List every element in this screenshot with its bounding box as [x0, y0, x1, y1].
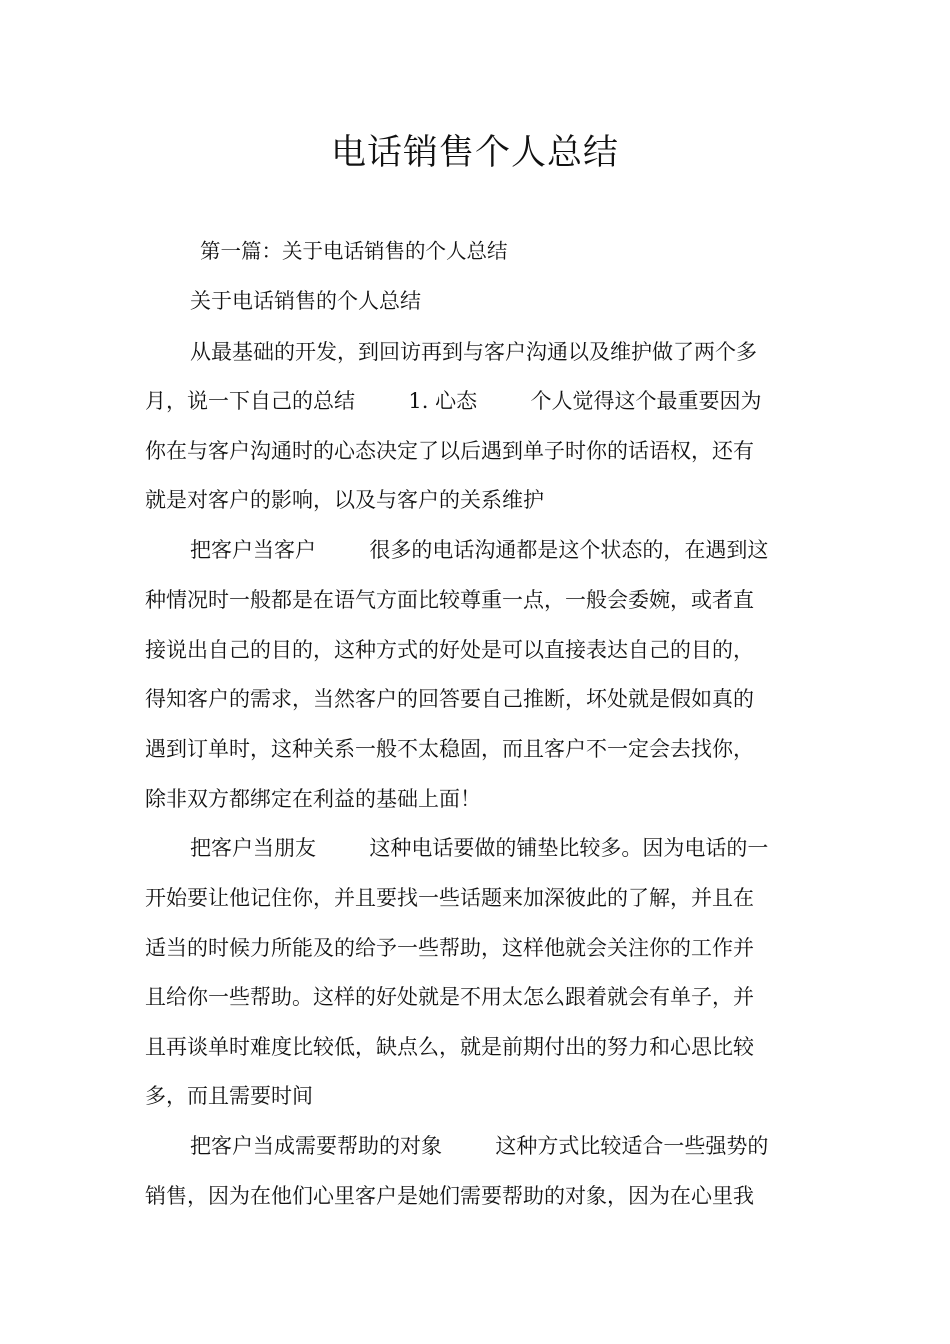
paragraph-line: 且再谈单时难度比较低，缺点么，就是前期付出的努力和心思比较 — [145, 1035, 754, 1059]
sub-heading: 关于电话销售的个人总结 — [190, 289, 421, 313]
paragraph-line: 销售，因为在他们心里客户是她们需要帮助的对象，因为在心里我 — [145, 1184, 754, 1208]
paragraph-line: 得知客户的需求，当然客户的回答要自己推断，坏处就是假如真的 — [145, 687, 754, 711]
paragraph-line: 月，说一下自己的总结 1. 心态 个人觉得这个最重要因为 — [145, 389, 762, 413]
paragraph-line: 且给你一些帮助。这样的好处就是不用太怎么跟着就会有单子，并 — [145, 985, 754, 1009]
paragraph-line: 把客户当朋友 这种电话要做的铺垫比较多。因为电话的一 — [190, 836, 769, 860]
paragraph-line: 就是对客户的影响，以及与客户的关系维护 — [145, 488, 544, 512]
paragraph-line: 遇到订单时，这种关系一般不太稳固，而且客户不一定会去找你， — [145, 737, 754, 761]
paragraph-line: 多，而且需要时间 — [145, 1084, 313, 1108]
paragraph-line: 接说出自己的目的，这种方式的好处是可以直接表达自己的目的， — [145, 638, 754, 662]
paragraph-line: 除非双方都绑定在利益的基础上面！ — [145, 787, 481, 811]
paragraph-line: 你在与客户沟通时的心态决定了以后遇到单子时你的话语权，还有 — [145, 439, 754, 463]
paragraph-line: 开始要让他记住你，并且要找一些话题来加深彼此的了解，并且在 — [145, 886, 754, 910]
paragraph-line: 种情况时一般都是在语气方面比较尊重一点，一般会委婉，或者直 — [145, 588, 754, 612]
paragraph-line: 把客户当成需要帮助的对象 这种方式比较适合一些强势的 — [190, 1134, 769, 1158]
paragraph-line: 适当的时候力所能及的给予一些帮助，这样他就会关注你的工作并 — [145, 936, 754, 960]
section-heading: 第一篇：关于电话销售的个人总结 — [200, 239, 508, 263]
document-title: 电话销售个人总结 — [330, 133, 619, 173]
paragraph-line: 从最基础的开发，到回访再到与客户沟通以及维护做了两个多 — [190, 340, 757, 364]
paragraph-line: 把客户当客户 很多的电话沟通都是这个状态的，在遇到这 — [190, 538, 769, 562]
